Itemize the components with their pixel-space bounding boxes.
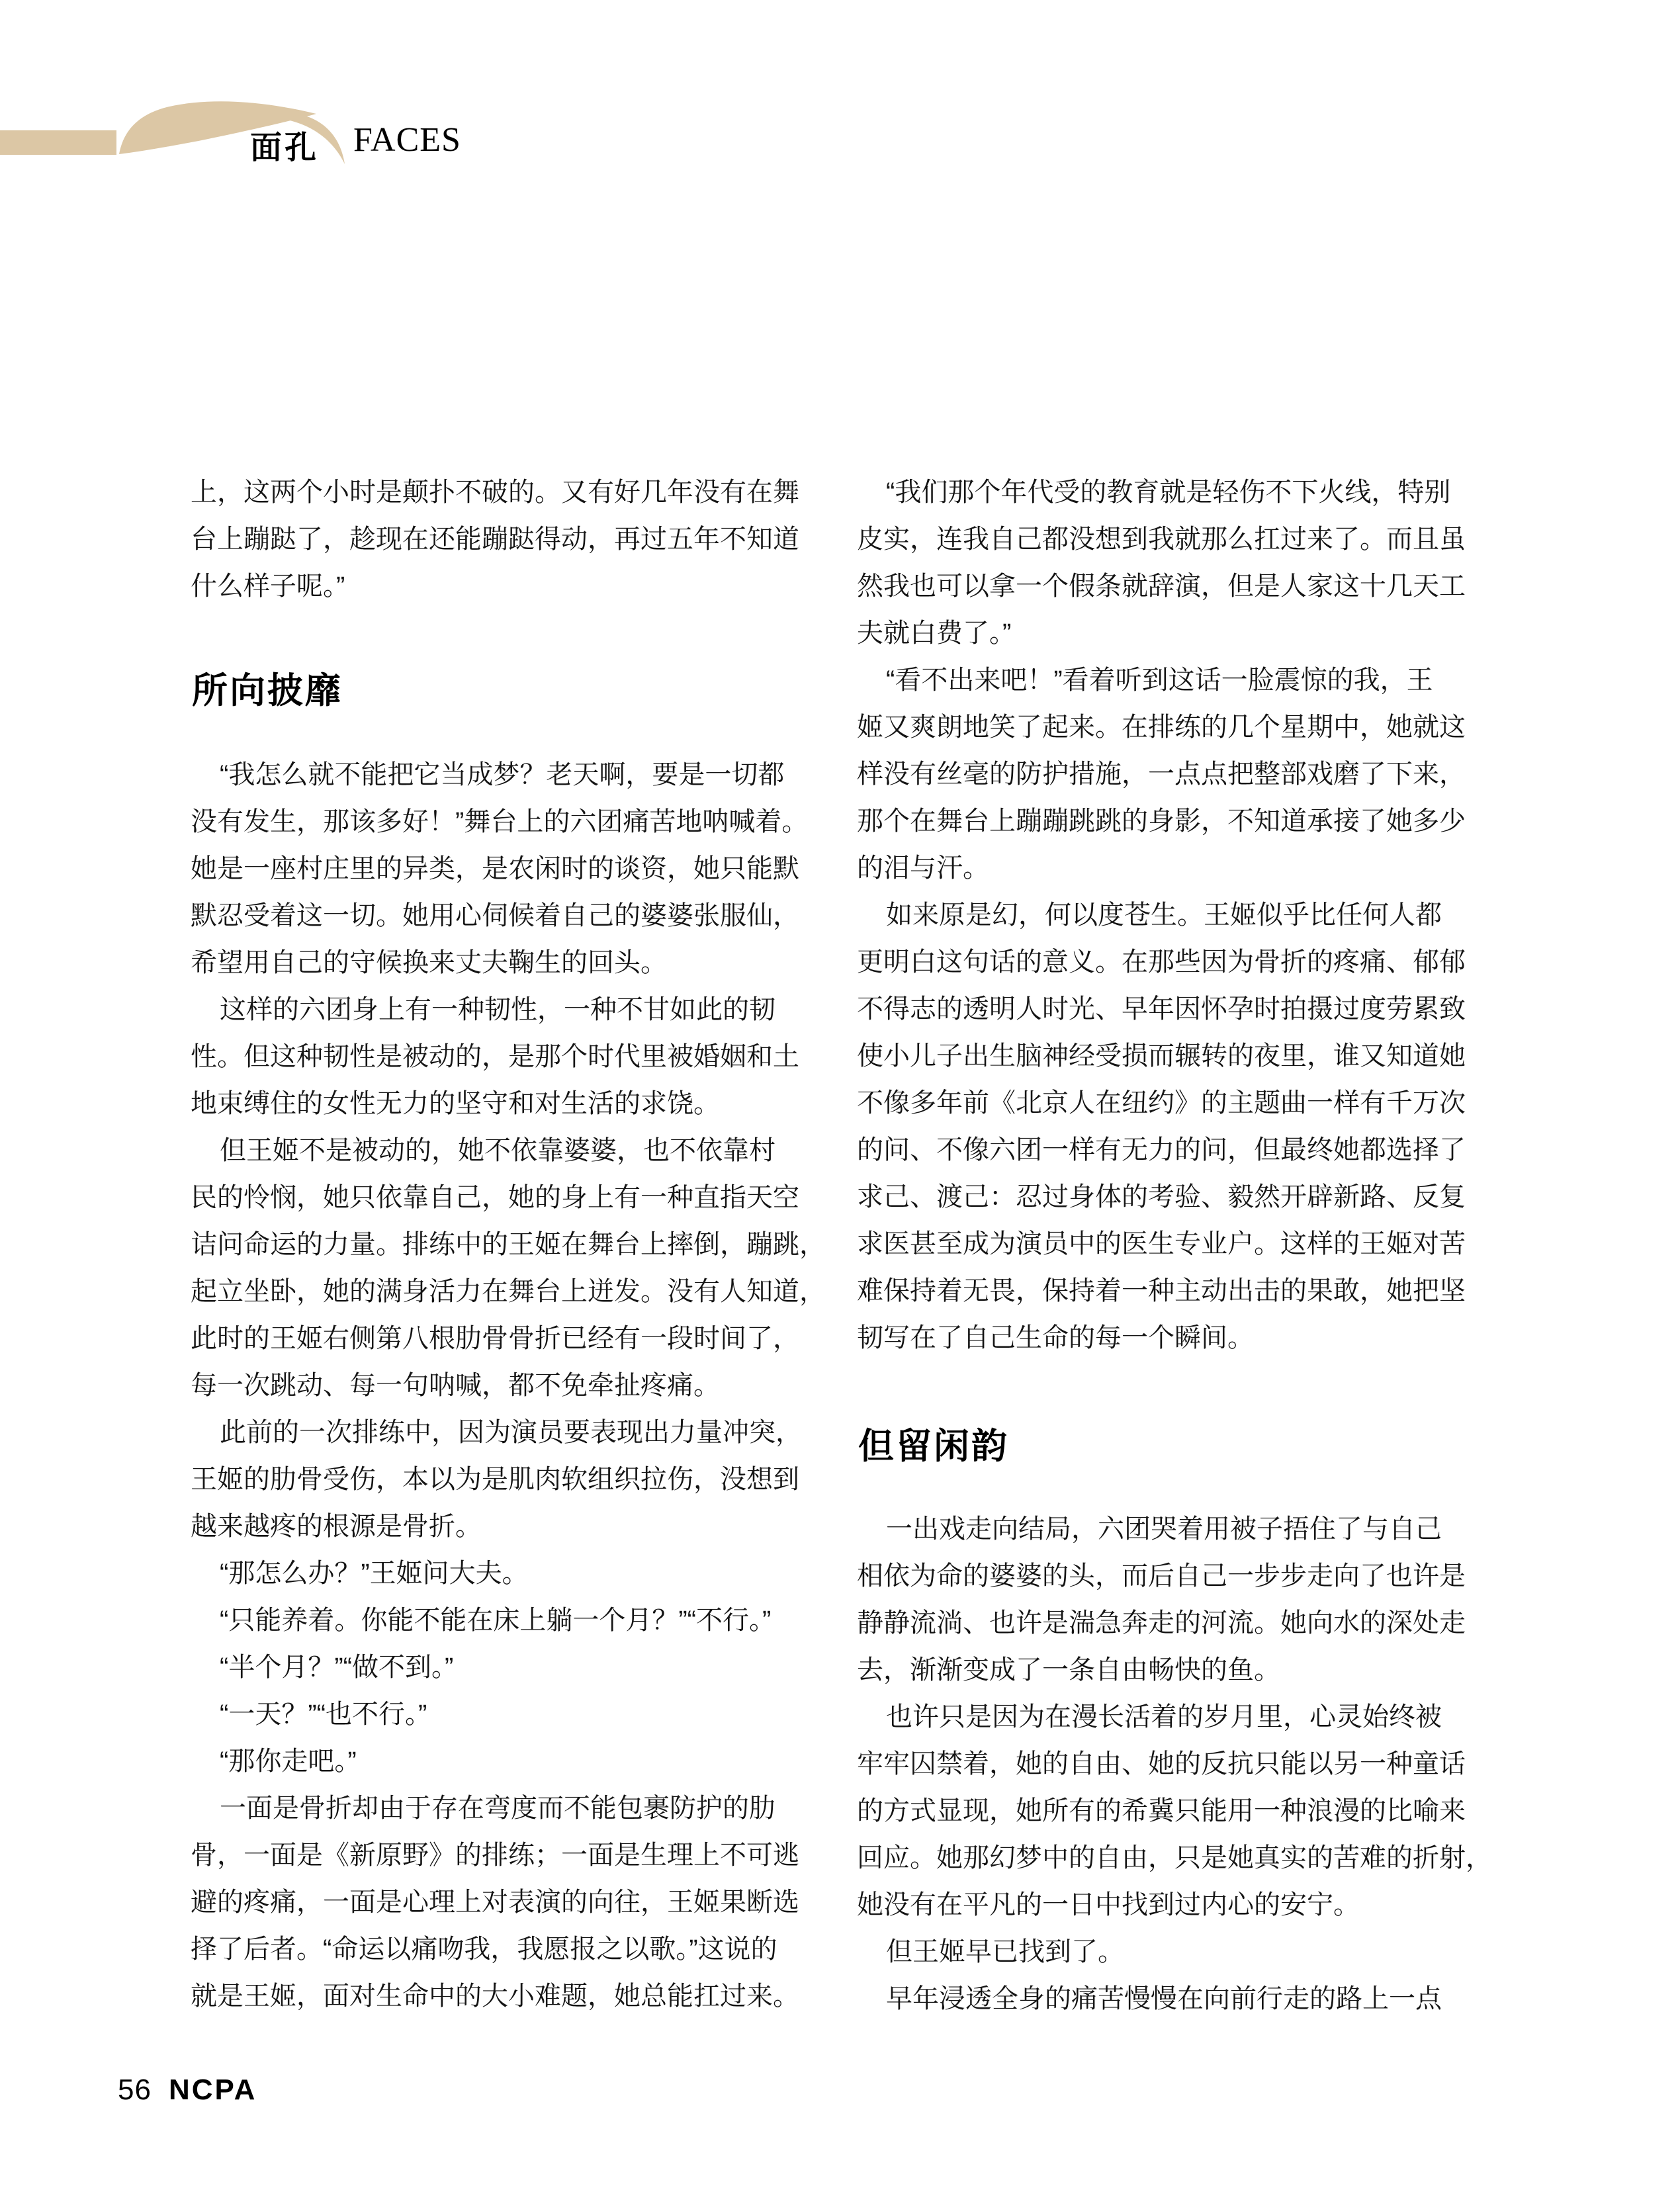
text-line: “一天？”“也不行。” bbox=[220, 1700, 427, 1729]
text-line: 早年浸透全身的痛苦慢慢在向前行走的路上一点 bbox=[886, 1984, 1442, 2013]
subheading-suoxiangpimi: 所向披靡 bbox=[192, 671, 343, 711]
text-line: 牢牢囚禁着，她的自由、她的反抗只能以另一种童话 bbox=[857, 1749, 1466, 1778]
text-line: 更明白这句话的意义。在那些因为骨折的疼痛、郁郁 bbox=[857, 947, 1466, 977]
text-line: 择了后者。“命运以痛吻我，我愿报之以歌。”这说的 bbox=[191, 1935, 777, 1964]
text-line: 也许只是因为在漫长活着的岁月里，心灵始终被 bbox=[886, 1702, 1442, 1731]
page-number: 56 bbox=[118, 2074, 152, 2106]
text-line: 此前的一次排练中，因为演员要表现出力量冲突， bbox=[220, 1418, 802, 1447]
right-column-body-top bbox=[857, 469, 1485, 1362]
right-column-body-bottom bbox=[857, 1506, 1492, 2023]
text-line: 但王姬早已找到了。 bbox=[886, 1937, 1124, 1966]
text-line: 然我也可以拿一个假条就辞演，但是人家这十几天工 bbox=[857, 572, 1466, 601]
text-line: 一出戏走向结局，六团哭着用被子捂住了与自己 bbox=[886, 1514, 1442, 1544]
text-line: 那个在舞台上蹦蹦跳跳的身影，不知道承接了她多少 bbox=[857, 807, 1466, 836]
text-line: 避的疼痛，一面是心理上对表演的向往，王姬果断选 bbox=[191, 1888, 799, 1917]
text-line: 回应。她那幻梦中的自由，只是她真实的苦难的折射， bbox=[857, 1843, 1492, 1872]
text-line: 什么样子呢。” bbox=[191, 572, 345, 601]
text-line: “我们那个年代受的教育就是轻伤不下火线，特别 bbox=[886, 478, 1451, 507]
magazine-name: NCPA bbox=[168, 2074, 257, 2106]
text-line: 没有发生，那该多好！”舞台上的六团痛苦地呐喊着。 bbox=[191, 807, 809, 836]
text-line: 就是王姬，面对生命中的大小难题，她总能扛过来。 bbox=[191, 1982, 799, 2011]
text-line: 的问、不像六团一样有无力的问，但最终她都选择了 bbox=[857, 1135, 1466, 1164]
text-line: 她没有在平凡的一日中找到过内心的安宁。 bbox=[857, 1890, 1360, 1919]
text-line: 上，这两个小时是颠扑不破的。又有好几年没有在舞 bbox=[191, 478, 799, 507]
text-line: 不得志的透明人时光、早年因怀孕时拍摄过度劳累致 bbox=[857, 994, 1466, 1024]
text-line: 姬又爽朗地笑了起来。在排练的几个星期中，她就这 bbox=[857, 713, 1466, 742]
text-line: “半个月？”“做不到。” bbox=[220, 1653, 454, 1682]
text-line: 但王姬不是被动的，她不依靠婆婆，也不依靠村 bbox=[220, 1136, 775, 1165]
text-line: 王姬的肋骨受伤，本以为是肌肉软组织拉伤，没想到 bbox=[191, 1465, 799, 1494]
text-line: 这样的六团身上有一种韧性，一种不甘如此的韧 bbox=[220, 995, 775, 1024]
text-line: “看不出来吧！”看着听到这话一脸震惊的我，王 bbox=[886, 666, 1433, 695]
text-line: 性。但这种韧性是被动的，是那个时代里被婚姻和土 bbox=[191, 1042, 799, 1071]
text-line: 难保持着无畏，保持着一种主动出击的果敢，她把坚 bbox=[857, 1276, 1466, 1305]
text-line: 不像多年前《北京人在纽约》的主题曲一样有千万次 bbox=[857, 1088, 1466, 1117]
subheading-danliuxianyun: 但留闲韵 bbox=[858, 1426, 1009, 1466]
text-line: 一面是骨折却由于存在弯度而不能包裹防护的肋 bbox=[220, 1794, 775, 1823]
left-column-intro bbox=[191, 469, 819, 610]
text-line: 静静流淌、也许是湍急奔走的河流。她向水的深处走 bbox=[857, 1608, 1466, 1638]
text-line: 每一次跳动、每一句呐喊，都不免牵扯疼痛。 bbox=[191, 1371, 720, 1400]
text-line: 她是一座村庄里的异类，是农闲时的谈资，她只能默 bbox=[191, 854, 799, 883]
text-line: 求己、渡己：忍过身体的考验、毅然开辟新路、反复 bbox=[857, 1182, 1466, 1211]
text-line: 台上蹦跶了，趁现在还能蹦跶得动，再过五年不知道 bbox=[191, 525, 799, 554]
text-line: 起立坐卧，她的满身活力在舞台上迸发。没有人知道， bbox=[191, 1277, 826, 1306]
text-line: 越来越疼的根源是骨折。 bbox=[191, 1512, 482, 1541]
text-line: 求医甚至成为演员中的医生专业户。这样的王姬对苦 bbox=[857, 1229, 1466, 1258]
text-line: “我怎么就不能把它当成梦？老天啊，要是一切都 bbox=[220, 760, 785, 789]
section-title-chinese: 面孔 bbox=[250, 130, 320, 165]
text-line: 样没有丝毫的防护措施，一点点把整部戏磨了下来， bbox=[857, 760, 1466, 789]
text-line: 如来原是幻，何以度苍生。王姬似乎比任何人都 bbox=[886, 900, 1442, 930]
text-line: 去，渐渐变成了一条自由畅快的鱼。 bbox=[857, 1655, 1280, 1685]
text-line: 默忍受着这一切。她用心伺候着自己的婆婆张服仙， bbox=[191, 901, 799, 930]
text-line: 韧写在了自己生命的每一个瞬间。 bbox=[857, 1323, 1254, 1352]
text-line: “只能养着。你能不能在床上躺一个月？”“不行。” bbox=[220, 1606, 772, 1635]
left-column-body bbox=[191, 752, 826, 2020]
text-line: 诘问命运的力量。排练中的王姬在舞台上摔倒，蹦跳， bbox=[191, 1230, 826, 1259]
text-line: 相依为命的婆婆的头，而后自己一步步走向了也许是 bbox=[857, 1561, 1466, 1591]
section-title-english: FACES bbox=[353, 121, 461, 159]
text-line: 骨，一面是《新原野》的排练；一面是生理上不可逃 bbox=[191, 1841, 799, 1870]
text-line: 的泪与汗。 bbox=[857, 853, 989, 883]
header-swoosh-graphic bbox=[0, 40, 410, 179]
text-line: 希望用自己的守候换来丈夫鞠生的回头。 bbox=[191, 948, 667, 977]
text-line: 使小儿子出生脑神经受损而辗转的夜里，谁又知道她 bbox=[857, 1041, 1466, 1071]
text-line: “那你走吧。” bbox=[220, 1747, 357, 1776]
text-line: 的方式显现，她所有的希冀只能用一种浪漫的比喻来 bbox=[857, 1796, 1466, 1825]
text-line: 地束缚住的女性无力的坚守和对生活的求饶。 bbox=[191, 1089, 720, 1118]
text-line: “那怎么办？”王姬问大夫。 bbox=[220, 1559, 529, 1588]
page-footer bbox=[118, 2074, 257, 2107]
text-line: 此时的王姬右侧第八根肋骨骨折已经有一段时间了， bbox=[191, 1324, 799, 1353]
text-line: 民的怜悯，她只依靠自己，她的身上有一种直指天空 bbox=[191, 1183, 799, 1212]
text-line: 夫就白费了。” bbox=[857, 619, 1012, 648]
text-line: 皮实，连我自己都没想到我就那么扛过来了。而且虽 bbox=[857, 525, 1466, 554]
